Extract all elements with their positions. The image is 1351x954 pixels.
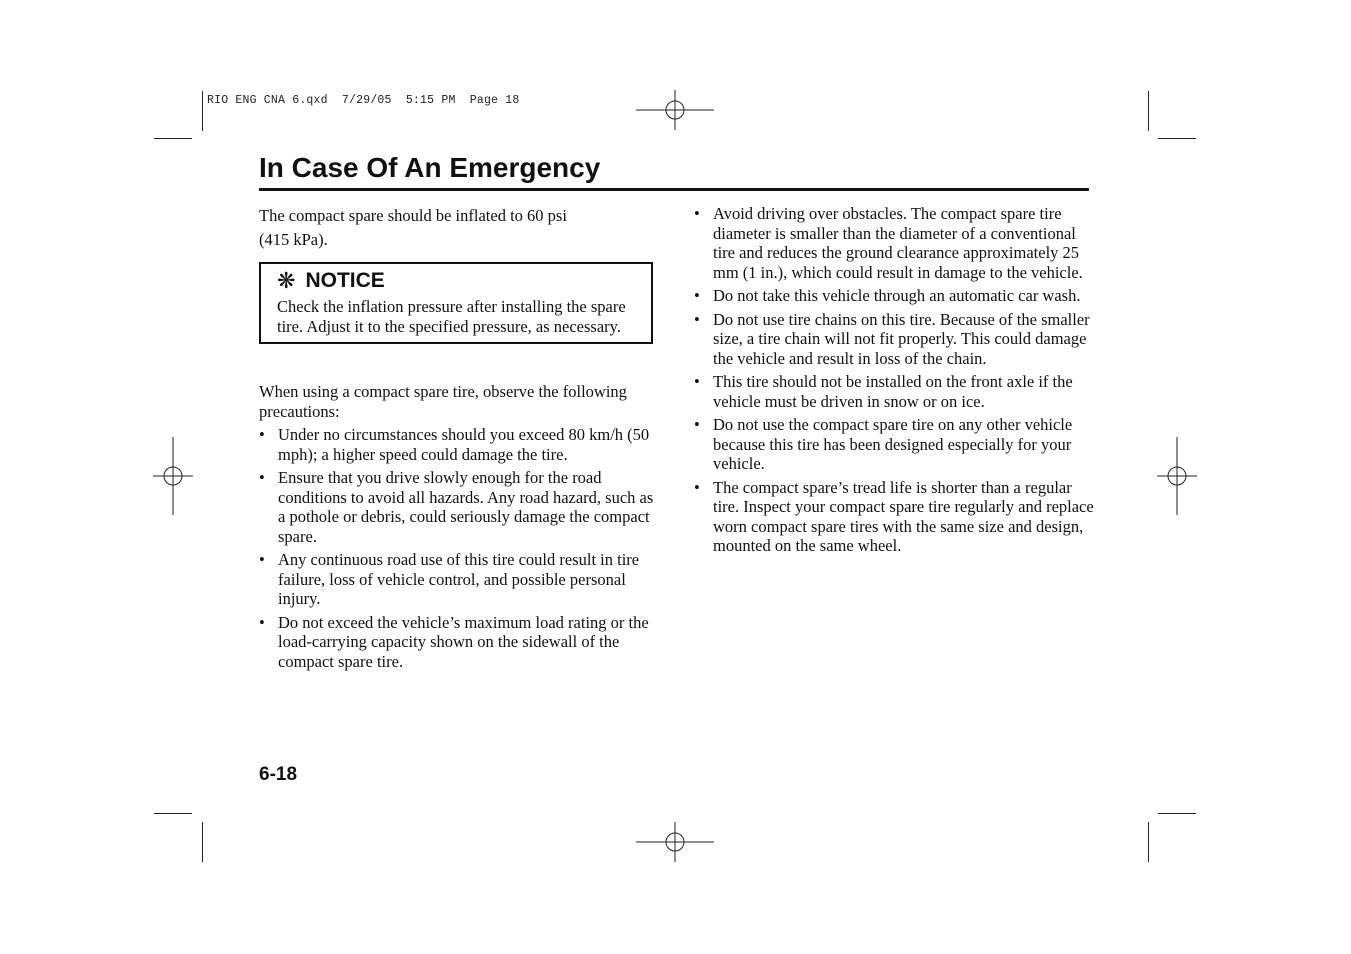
list-item: • This tire should not be installed on the front axle if the vehicle must be driven in snow or on ice.	[694, 372, 1094, 411]
list-item: • Do not take this vehicle through an automatic car wash.	[694, 286, 1094, 306]
left-column	[259, 204, 657, 675]
right-bullet-list	[694, 204, 1094, 556]
crop-mark-bottom-left-vertical	[202, 822, 203, 862]
registration-mark-bottom	[636, 822, 714, 862]
page-number: 6-18	[259, 764, 298, 785]
list-item: • Avoid driving over obstacles. The compact spare tire diameter is smaller than the diameter of a conventional tire and reduces the ground clearance approximately 25 mm (1 in.), which could result in damage to the vehicle.	[694, 204, 1094, 282]
registration-mark-top	[636, 90, 714, 130]
notice-box	[259, 262, 653, 344]
crop-mark-top-right-vertical	[1148, 91, 1149, 131]
list-item: • Any continuous road use of this tire could result in tire failure, loss of vehicle control, and possible personal injury.	[259, 550, 657, 609]
crop-mark-top-left-vertical	[202, 91, 203, 131]
notice-heading: NOTICE	[305, 269, 385, 292]
page-title: In Case Of An Emergency	[259, 152, 601, 183]
title-rule	[259, 188, 1089, 191]
list-item: • Ensure that you drive slowly enough for the road conditions to avoid all hazards. Any road hazard, such as a pothole or debris, could seriously damage the compact spare.	[259, 468, 657, 546]
list-item: • Do not use the compact spare tire on any other vehicle because this tire has been designed especially for your vehicle.	[694, 415, 1094, 474]
notice-body: Check the inflation pressure after installing the spare tire. Adjust it to the specified pressure, as necessary.	[277, 297, 626, 336]
registration-mark-left	[153, 437, 193, 515]
right-column	[694, 204, 1094, 560]
crop-mark-bottom-left-horizontal	[154, 813, 192, 814]
inflation-intro: The compact spare should be inflated to 60 psi (415 kPa).	[259, 206, 567, 249]
precautions-lead: When using a compact spare tire, observe the following precautions:	[259, 382, 627, 421]
crop-mark-top-right-horizontal	[1158, 138, 1196, 139]
left-bullet-list	[259, 425, 657, 671]
list-item: • Do not use tire chains on this tire. Because of the smaller size, a tire chain will not fit properly. This could damage the vehicle and result in loss of the chain.	[694, 310, 1094, 369]
print-slug: RIO ENG CNA 6.qxd 7/29/05 5:15 PM Page 18	[207, 94, 520, 107]
crop-mark-bottom-right-horizontal	[1158, 813, 1196, 814]
notice-header	[277, 268, 637, 294]
list-item: • The compact spare’s tread life is shorter than a regular tire. Inspect your compact spare tire regularly and replace worn compact spare tires with the same size and design, mounted on the same wheel.	[694, 478, 1094, 556]
crop-mark-top-left-horizontal	[154, 138, 192, 139]
crop-mark-bottom-right-vertical	[1148, 822, 1149, 862]
list-item: • Under no circumstances should you exceed 80 km/h (50 mph); a higher speed could damage the tire.	[259, 425, 657, 464]
list-item: • Do not exceed the vehicle’s maximum load rating or the load-carrying capacity shown on the sidewall of the compact spare tire.	[259, 613, 657, 672]
registration-mark-right	[1157, 437, 1197, 515]
snowflake-asterisk-icon: ❋	[277, 268, 296, 293]
